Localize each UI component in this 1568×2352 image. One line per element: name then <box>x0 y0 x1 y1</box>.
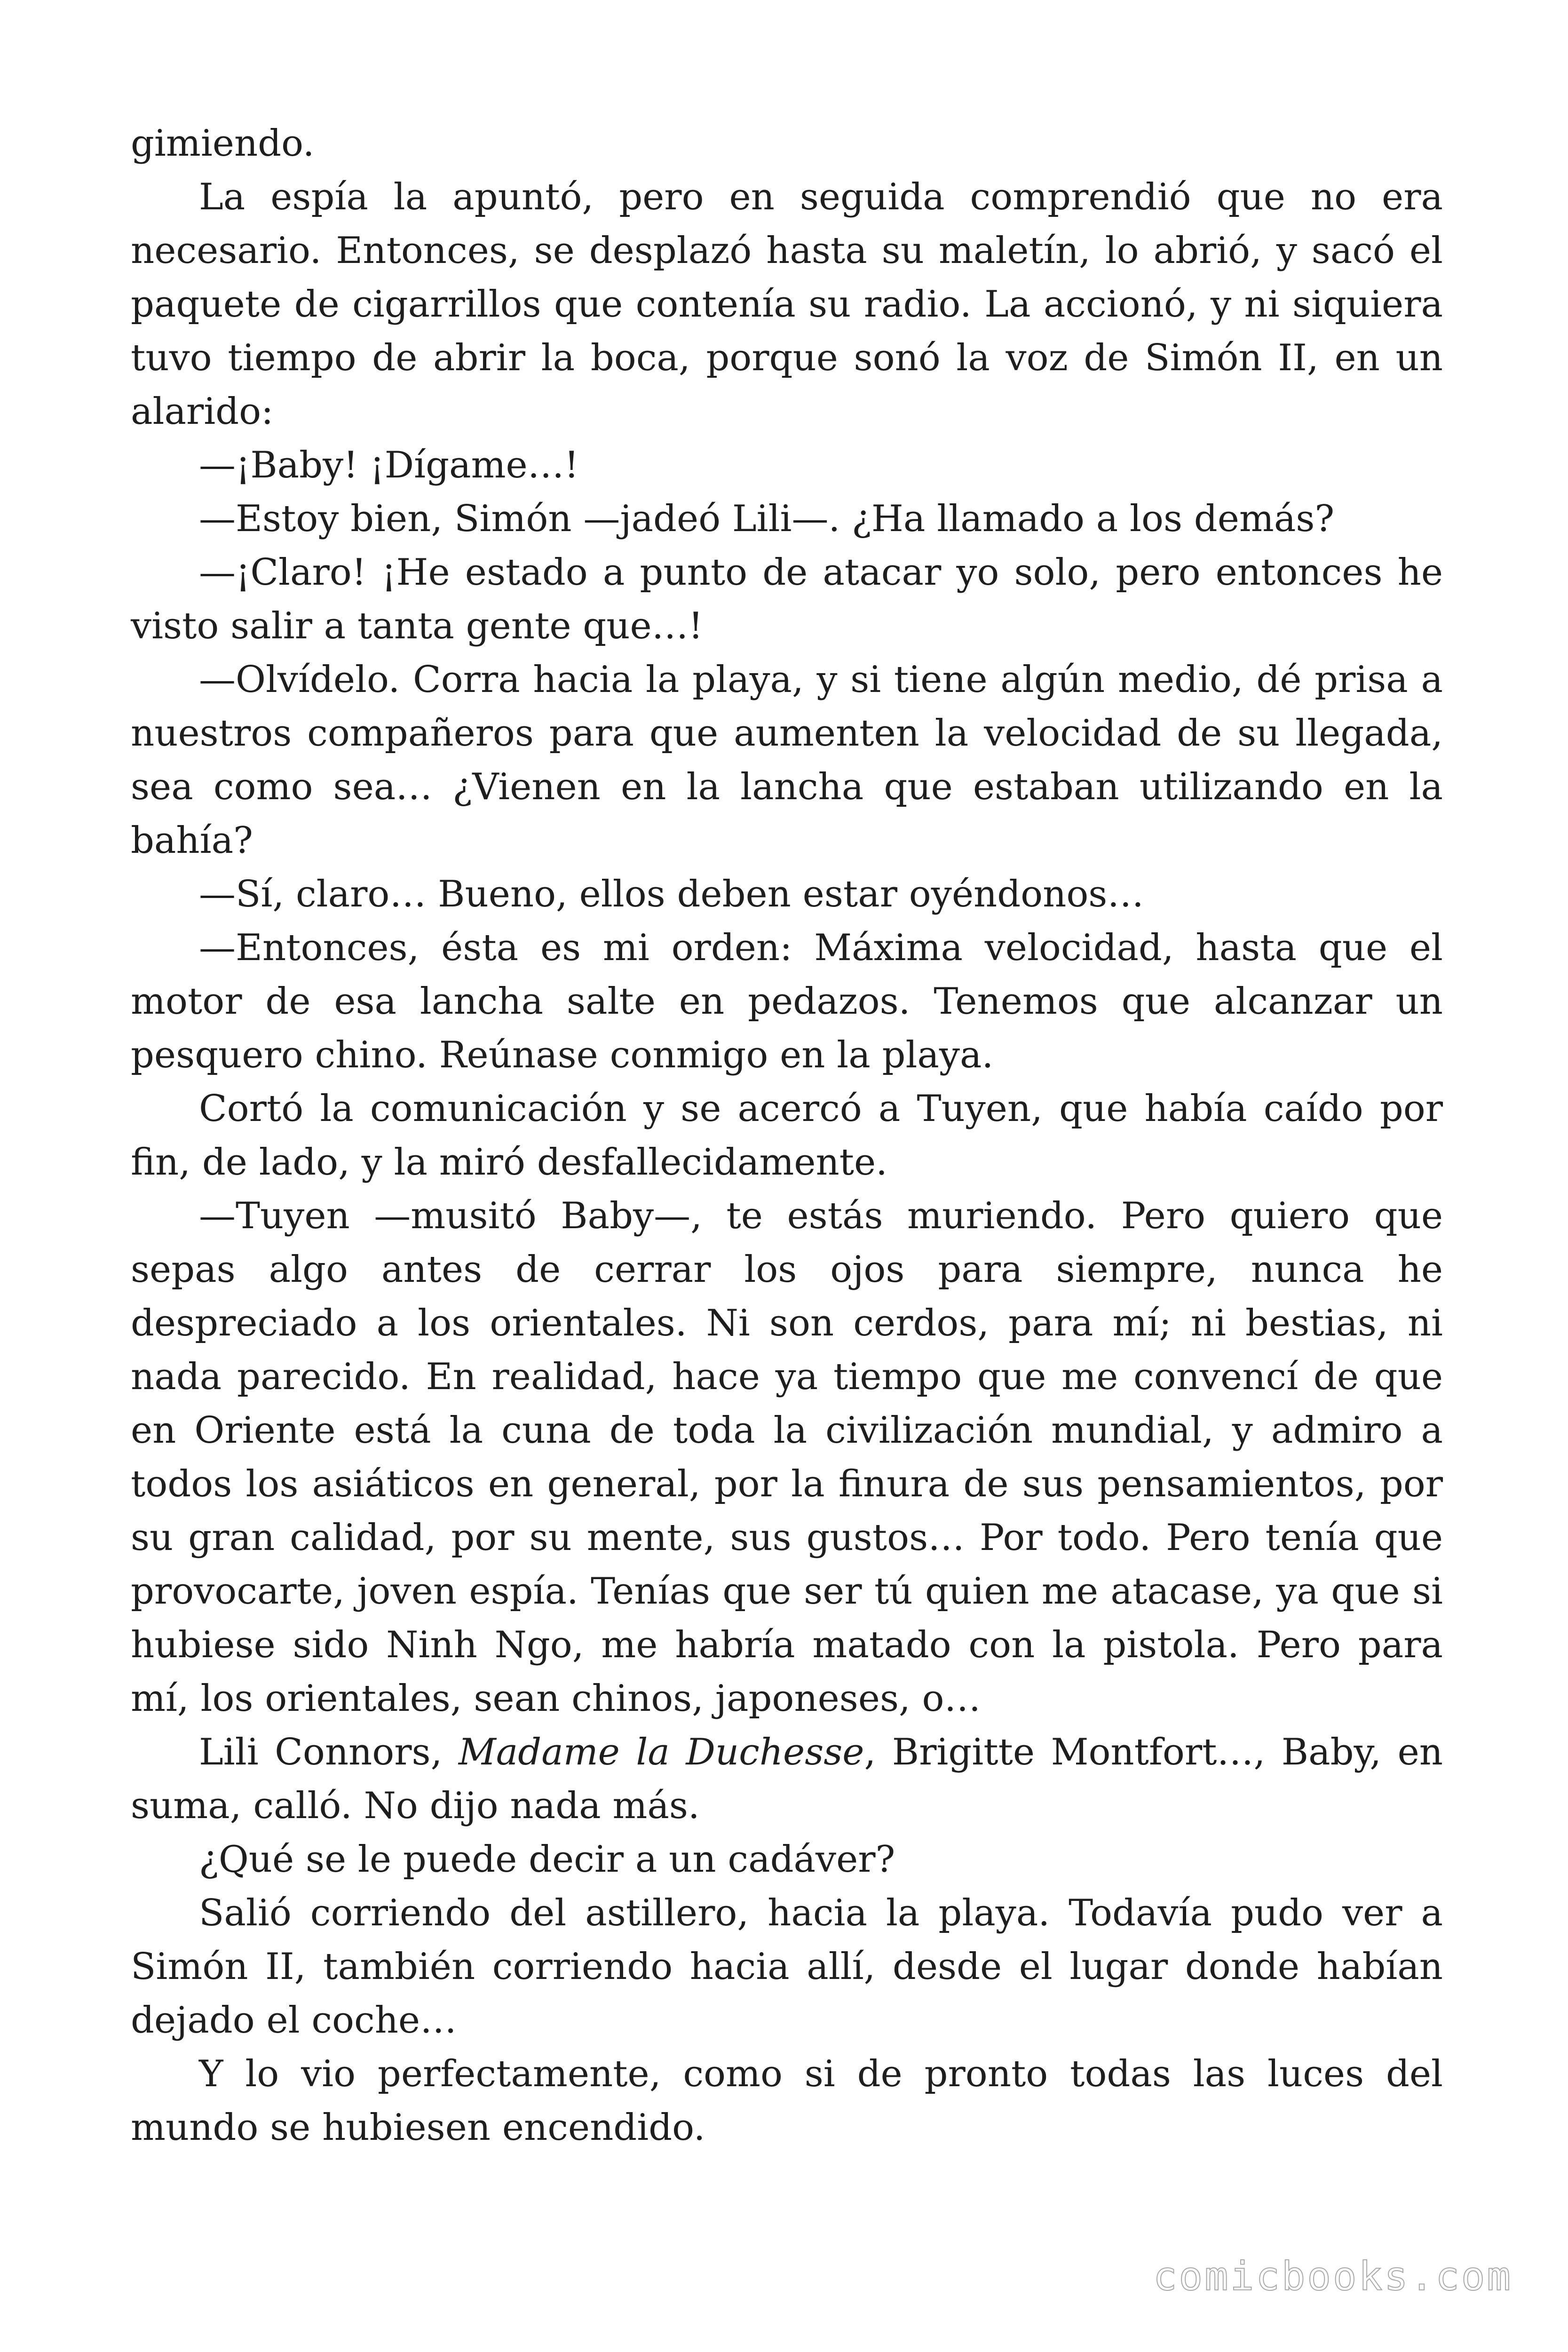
dialogue-line: —Sí, claro… Bueno, ellos deben estar oyéndonos… <box>199 873 1144 915</box>
paragraph: Y lo vio perfectamente, como si de pronto todas las luces del mundo se hubiesen encendido. <box>131 2053 1443 2149</box>
dialogue-line: —Olvídelo. Corra hacia la playa, y si tiene algún medio, dé prisa a nuestros compañeros para que aumenten la velocidad de su llegada, sea como sea… ¿Vienen en la lancha que estaban utilizando en la bahía? <box>131 659 1443 862</box>
dialogue-line: —¡Claro! ¡He estado a punto de atacar yo solo, pero entonces he visto salir a tanta gente que…! <box>131 551 1443 647</box>
paragraph-segment: Lili Connors, <box>199 1731 459 1773</box>
paragraph-segment: , Brigitte Montfort…, Baby, en suma, calló. No dijo nada más. <box>131 1731 1443 1827</box>
paragraph-continuation: gimiendo. <box>131 122 315 165</box>
paragraph: Cortó la comunicación y se acercó a Tuyen, que había caído por fin, de lado, y la miró desfallecidamente. <box>131 1088 1443 1184</box>
paragraph: La espía la apuntó, pero en seguida comprendió que no era necesario. Entonces, se desplazó hasta su maletín, lo abrió, y sacó el paquete de cigarrillos que contenía su radio. La accionó, y ni siquiera tuvo tiempo de abrir la boca, porque sonó la voz de Simón II, en un alarido: <box>131 176 1443 433</box>
paragraph: ¿Qué se le puede decir a un cadáver? <box>199 1838 895 1881</box>
dialogue-line: —¡Baby! ¡Dígame…! <box>199 444 579 486</box>
paragraph: Salió corriendo del astillero, hacia la playa. Todavía pudo ver a Simón II, también corriendo hacia allí, desde el lugar donde habían dejado el coche… <box>131 1892 1443 2042</box>
body-text <box>131 117 1443 2154</box>
dialogue-line: —Estoy bien, Simón —jadeó Lili—. ¿Ha llamado a los demás? <box>199 498 1335 540</box>
watermark-text: comicbooks.com <box>1153 2253 1513 2299</box>
dialogue-line: —Tuyen —musitó Baby—, te estás muriendo. Pero quiero que sepas algo antes de cerrar los ojos para siempre, nunca he despreciado a los orientales. Ni son cerdos, para mí; ni bestias, ni nada parecido. En realidad, hace ya tiempo que me convencí de que en Oriente está la cuna de toda la civilización mundial, y admiro a todos los asiáticos en general, por la finura de sus pensamientos, por su gran calidad, por su mente, sus gustos… Por todo. Pero tenía que provocarte, joven espía. Tenías que ser tú quien me atacase, ya que si hubiese sido Ninh Ngo, me habría matado con la pistola. Pero para mí, los orientales, sean chinos, japoneses, o… <box>131 1195 1443 1720</box>
italic-title: Madame la Duchesse <box>458 1731 864 1773</box>
dialogue-line: —Entonces, ésta es mi orden: Máxima velocidad, hasta que el motor de esa lancha salte en pedazos. Tenemos que alcanzar un pesquero chino. Reúnase conmigo en la playa. <box>131 927 1443 1076</box>
paragraph-with-italic <box>131 1725 1443 1833</box>
